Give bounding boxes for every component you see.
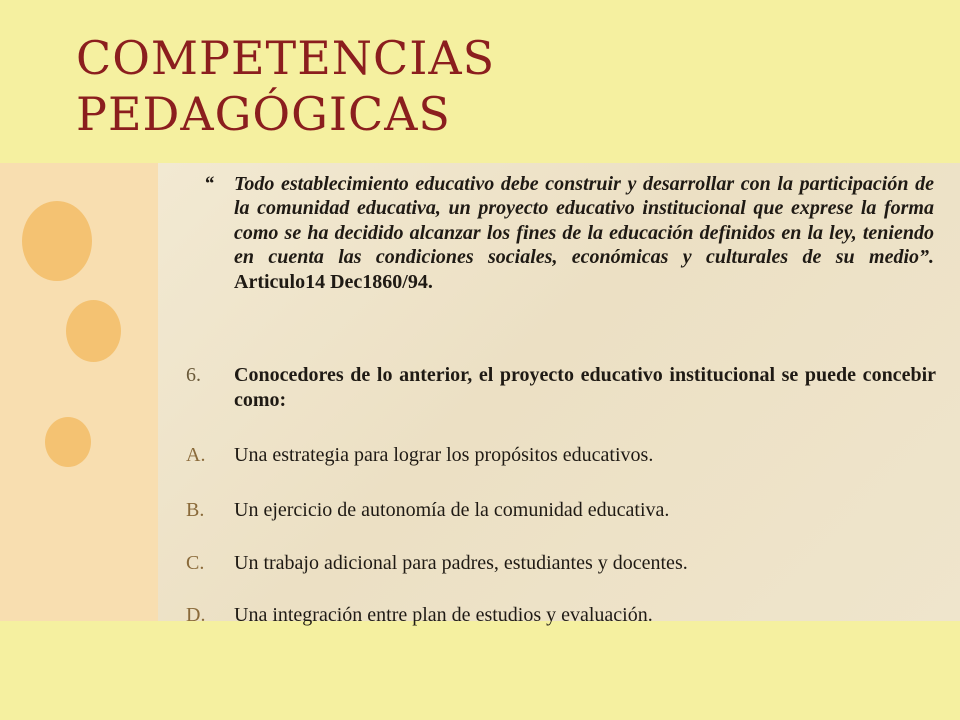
option-letter: B.	[186, 499, 205, 521]
option-text: Una integración entre plan de estudios y evaluación.	[234, 604, 653, 626]
slide-title	[76, 30, 936, 142]
question-text: Conocedores de lo anterior, el proyecto educativo institucional se puede concebir como:	[234, 364, 936, 411]
option-text: Una estrategia para lograr los propósitos educativos.	[234, 444, 654, 466]
question-item	[186, 363, 936, 413]
option-text: Un trabajo adicional para padres, estudiantes y docentes.	[234, 552, 688, 574]
option-text: Un ejercicio de autonomía de la comunidad educativa.	[234, 499, 670, 521]
option-c[interactable]	[186, 551, 936, 576]
decorative-circle-small	[45, 417, 91, 467]
option-letter: D.	[186, 604, 206, 626]
option-letter: A.	[186, 444, 206, 466]
decorative-circle-large	[22, 201, 92, 281]
question-number: 6.	[186, 364, 201, 386]
option-a[interactable]	[186, 443, 936, 468]
legal-quote	[204, 172, 934, 294]
option-b[interactable]	[186, 498, 936, 523]
slide-title-line-1: COMPETENCIAS	[76, 31, 496, 85]
decorative-circle-medium	[66, 300, 121, 362]
option-letter: C.	[186, 552, 205, 574]
quote-reference: Articulo14 Dec1860/94.	[234, 270, 433, 293]
slide-title-line-2: PEDAGÓGICAS	[76, 87, 451, 141]
quote-open-mark: “	[204, 173, 214, 195]
quote-text: Todo establecimiento educativo debe construir y desarrollar con la participación de la comunidad educativa, un proyecto educativo institucional que exprese la forma como se ha decidido alcanzar los fines de la educación definidos en la ley, teniendo en cuenta las condiciones sociales, económicas y culturales de su medio”.	[234, 173, 934, 269]
option-d[interactable]	[186, 603, 936, 628]
